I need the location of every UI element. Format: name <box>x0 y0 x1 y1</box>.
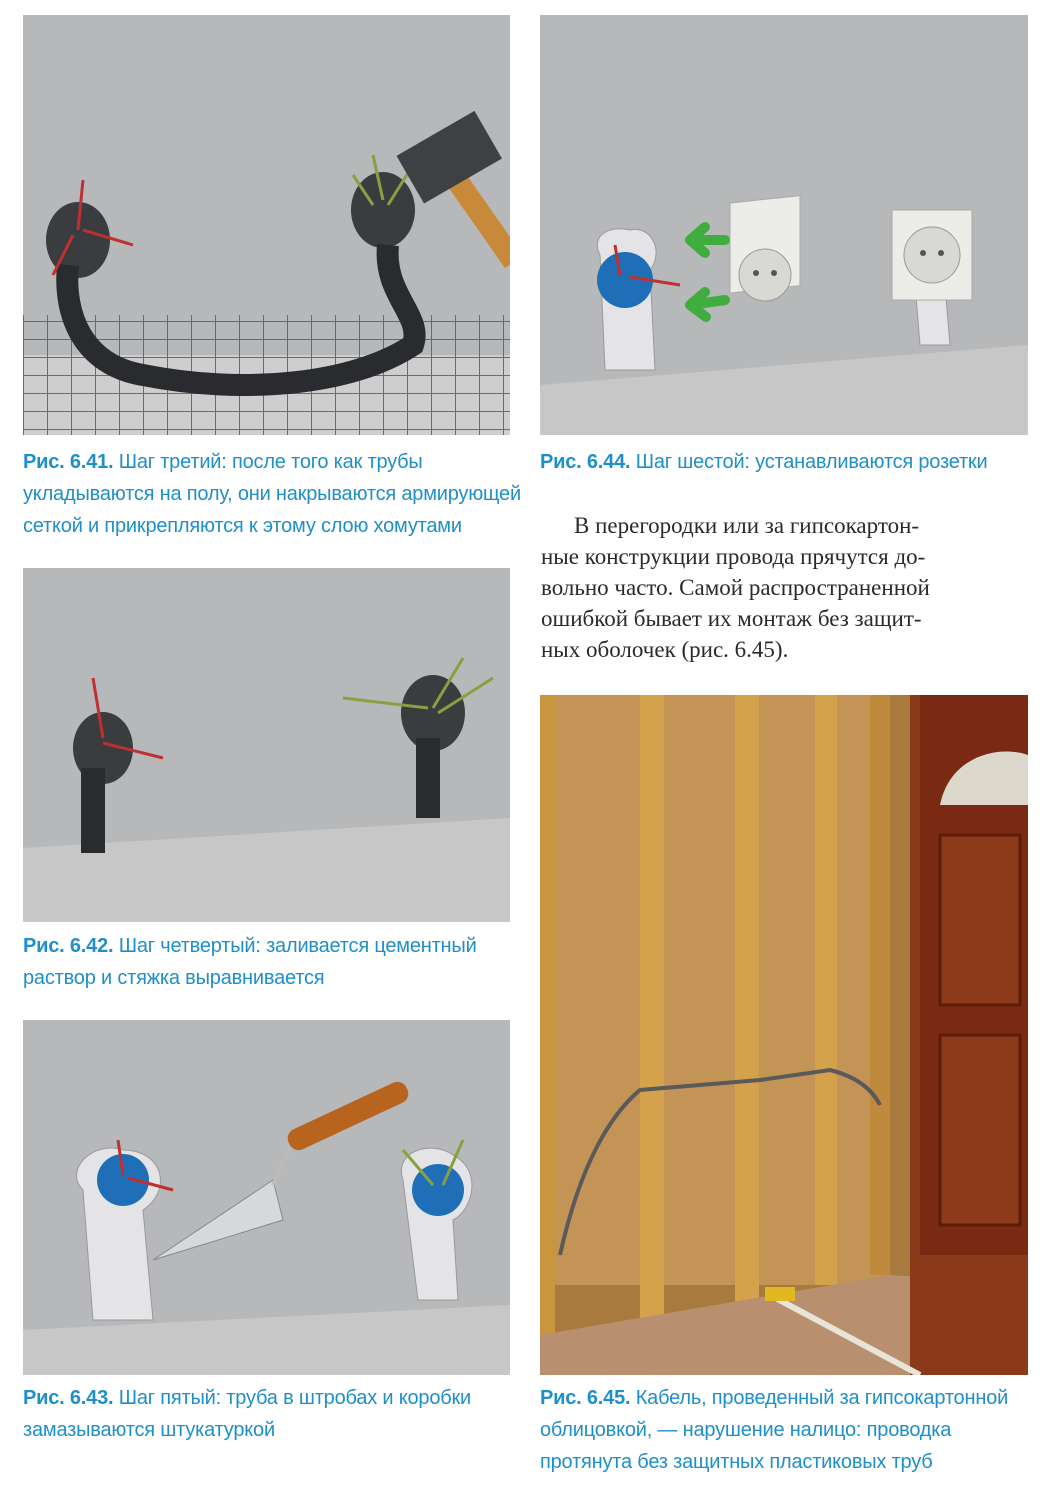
caption-text: Шаг шестой: устанавливаются розетки <box>635 451 988 473</box>
paragraph-line: ных оболочек (рис. 6.45). <box>541 637 789 662</box>
figure-6-41-caption <box>23 446 523 542</box>
body-paragraph <box>541 510 1029 665</box>
caption-text: замазываются штукатуркой <box>23 1419 275 1441</box>
paragraph-line: вольно часто. Самой распространенной <box>541 575 930 600</box>
caption-number: Рис. 6.43. <box>23 1387 114 1409</box>
caption-text: Кабель, проведенный за гипсокартонной <box>635 1387 1009 1409</box>
caption-text: облицовкой, — нарушение налицо: проводка <box>540 1419 952 1441</box>
figure-6-43-caption <box>23 1382 523 1446</box>
figure-6-44-image <box>540 15 1028 435</box>
caption-text: укладываются на полу, они накрываются армирующей <box>23 483 521 505</box>
caption-number: Рис. 6.45. <box>540 1387 631 1409</box>
figure-6-43-image <box>23 1020 510 1375</box>
figure-6-41-image <box>23 15 510 435</box>
caption-text: Шаг четвертый: заливается цементный <box>118 935 477 957</box>
paragraph-line: ошибкой бывает их монтаж без защит- <box>541 606 922 631</box>
figure-6-44-caption <box>540 446 1040 478</box>
caption-number: Рис. 6.42. <box>23 935 114 957</box>
caption-number: Рис. 6.41. <box>23 451 114 473</box>
paragraph-line: В перегородки или за гипсокартон- <box>574 513 920 538</box>
caption-text: Шаг третий: после того как трубы <box>118 451 423 473</box>
figure-6-45-photo <box>540 695 1028 1375</box>
caption-text: сеткой и прикрепляются к этому слою хомутами <box>23 515 462 537</box>
caption-number: Рис. 6.44. <box>540 451 631 473</box>
caption-text: раствор и стяжка выравнивается <box>23 967 325 989</box>
caption-text: Шаг пятый: труба в штробах и коробки <box>118 1387 472 1409</box>
caption-text: протянута без защитных пластиковых труб <box>540 1451 933 1473</box>
figure-6-42-caption <box>23 930 523 994</box>
figure-6-42-image <box>23 568 510 922</box>
paragraph-line: ные конструкции провода прячутся до- <box>541 544 926 569</box>
figure-6-45-caption <box>540 1382 1040 1478</box>
